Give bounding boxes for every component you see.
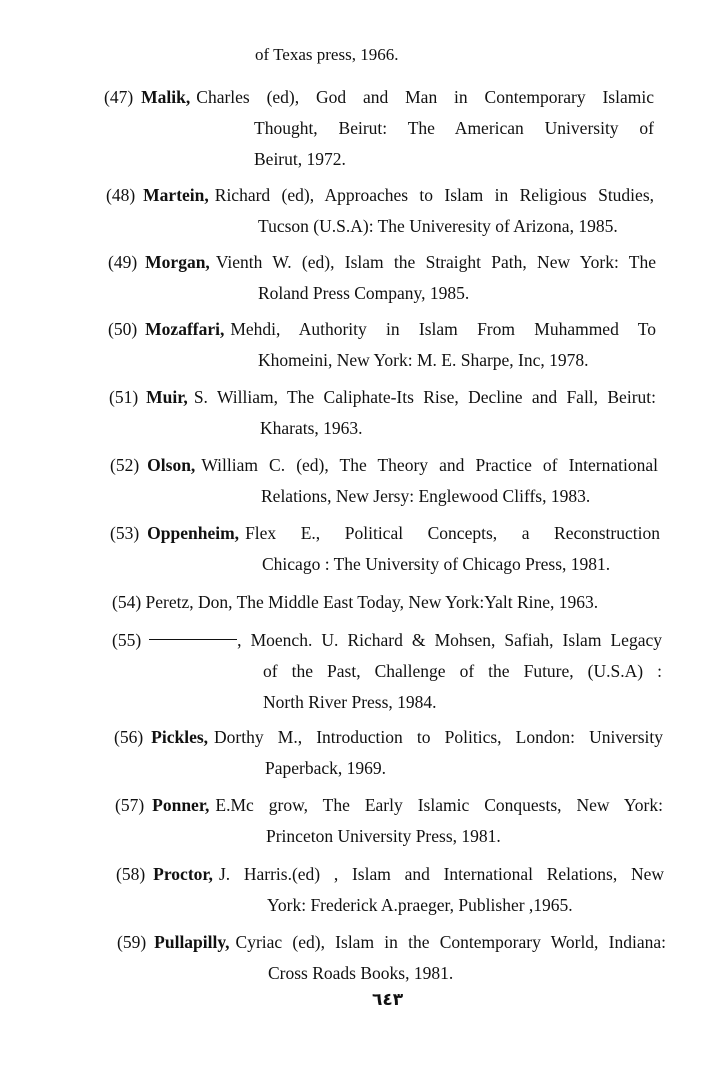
continuation-line: of Texas press, 1966. bbox=[255, 45, 399, 64]
entry-number: (56) bbox=[114, 727, 144, 747]
entry-number: (54) bbox=[112, 592, 142, 612]
entry-line: Relations, New Jersy: Englewood Cliffs, 1983. bbox=[261, 486, 591, 506]
entry-first-line bbox=[106, 180, 654, 211]
entry-continuation bbox=[108, 345, 656, 376]
bibliography-entry bbox=[109, 382, 656, 444]
bibliography-entry bbox=[114, 722, 663, 784]
entry-number: (50) bbox=[108, 319, 138, 339]
entry-line: Chicago : The University of Chicago Press, 1981. bbox=[262, 554, 611, 574]
entry-text: S. William, The Caliphate-Its Rise, Decline and Fall, Beirut: bbox=[193, 387, 656, 407]
entry-first-line bbox=[116, 859, 664, 890]
entry-line: North River Press, 1984. bbox=[263, 692, 437, 712]
bibliography-entry bbox=[115, 790, 663, 852]
entry-continuation bbox=[106, 211, 654, 242]
entry-author: Proctor, bbox=[153, 864, 213, 884]
bibliography-entry bbox=[116, 859, 664, 921]
entry-continuation bbox=[108, 278, 656, 309]
bibliography-entry bbox=[110, 518, 660, 580]
entry-line: Cross Roads Books, 1981. bbox=[268, 963, 454, 983]
entry-author: Ponner, bbox=[152, 795, 210, 815]
bibliography-entry bbox=[108, 247, 656, 309]
entry-first-line bbox=[109, 382, 656, 413]
entry-author: Pickles, bbox=[151, 727, 209, 747]
entry-text: Mehdi, Authority in Islam From Muhammed To bbox=[230, 319, 656, 339]
entry-line: Paperback, 1969. bbox=[265, 758, 387, 778]
entry-text: Flex E., Political Concepts, a Reconstruction bbox=[245, 523, 660, 543]
entry-text: Peretz, Don, The Middle East Today, New York:Yalt Rine, 1963. bbox=[145, 592, 599, 612]
entry-first-line bbox=[108, 314, 656, 345]
entry-author: Morgan, bbox=[145, 252, 210, 272]
bibliography-entry bbox=[108, 314, 656, 376]
entry-author: Muir, bbox=[146, 387, 188, 407]
entry-line: York: Frederick A.praeger, Publisher ,1965. bbox=[267, 895, 573, 915]
entry-author: Mozaffari, bbox=[145, 319, 225, 339]
bibliography-entry bbox=[117, 927, 666, 989]
entry-text: Cyriac (ed), Islam in the Contemporary World, Indiana: bbox=[235, 932, 666, 952]
entry-text: E.Mc grow, The Early Islamic Conquests, New York: bbox=[215, 795, 663, 815]
entry-first-line bbox=[110, 450, 658, 481]
entry-continuation bbox=[117, 958, 666, 989]
entry-line: of the Past, Challenge of the Future, (U.S.A) : bbox=[263, 661, 662, 681]
entry-text: Richard (ed), Approaches to Islam in Religious Studies, bbox=[214, 185, 654, 205]
entry-text: J. Harris.(ed) , Islam and International Relations, New bbox=[218, 864, 664, 884]
entry-number: (55) bbox=[112, 630, 142, 650]
entry-author: Olson, bbox=[147, 455, 196, 475]
bibliography-entry bbox=[106, 180, 654, 242]
entry-first-line bbox=[117, 927, 666, 958]
entry-text: , Moench. U. Richard & Mohsen, Safiah, Islam Legacy bbox=[237, 630, 662, 650]
entry-continuation bbox=[116, 890, 664, 921]
entry-line: Thought, Beirut: The American University of bbox=[254, 118, 654, 138]
entry-first-line bbox=[114, 722, 663, 753]
entry-first-line bbox=[108, 247, 656, 278]
entry-number: (49) bbox=[108, 252, 138, 272]
entry-text: William C. (ed), The Theory and Practice of International bbox=[201, 455, 658, 475]
entry-first-line bbox=[112, 587, 658, 618]
entry-line: Khomeini, New York: M. E. Sharpe, Inc, 1978. bbox=[258, 350, 589, 370]
entry-first-line bbox=[112, 625, 662, 656]
entry-line: Roland Press Company, 1985. bbox=[258, 283, 470, 303]
entry-number: (57) bbox=[115, 795, 145, 815]
entry-number: (58) bbox=[116, 864, 146, 884]
page-number: ٦٤٣ bbox=[372, 990, 404, 1010]
entry-number: (53) bbox=[110, 523, 140, 543]
bibliography-entry bbox=[104, 82, 654, 175]
entry-continuation bbox=[109, 413, 656, 444]
bibliography-entry bbox=[110, 450, 658, 512]
author-repeat-dash bbox=[149, 639, 237, 640]
entry-continuation bbox=[115, 821, 663, 852]
entry-continuation bbox=[104, 113, 654, 175]
entry-number: (59) bbox=[117, 932, 147, 952]
entry-continuation bbox=[112, 656, 662, 718]
entry-text: Dorthy M., Introduction to Politics, London: University bbox=[214, 727, 663, 747]
entry-first-line bbox=[110, 518, 660, 549]
entry-author: Pullapilly, bbox=[154, 932, 230, 952]
entry-number: (52) bbox=[110, 455, 140, 475]
entry-author: Malik, bbox=[141, 87, 191, 107]
entry-continuation bbox=[110, 549, 660, 580]
entry-first-line bbox=[115, 790, 663, 821]
entry-line: Beirut, 1972. bbox=[254, 149, 346, 169]
entry-text: Vienth W. (ed), Islam the Straight Path, New York: The bbox=[215, 252, 656, 272]
entry-number: (47) bbox=[104, 87, 134, 107]
entry-number: (48) bbox=[106, 185, 136, 205]
bibliography-entry bbox=[112, 587, 658, 618]
entry-text: Charles (ed), God and Man in Contemporary Islamic bbox=[196, 87, 654, 107]
entry-continuation bbox=[110, 481, 658, 512]
entry-line: Kharats, 1963. bbox=[260, 418, 363, 438]
entry-first-line bbox=[104, 82, 654, 113]
entry-continuation bbox=[114, 753, 663, 784]
entry-author: Oppenheim, bbox=[147, 523, 240, 543]
bibliography-entry bbox=[112, 625, 662, 718]
entry-line: Tucson (U.S.A): The Univeresity of Arizona, 1985. bbox=[258, 216, 618, 236]
entry-line: Princeton University Press, 1981. bbox=[266, 826, 501, 846]
entry-number: (51) bbox=[109, 387, 139, 407]
entry-author: Martein, bbox=[143, 185, 209, 205]
